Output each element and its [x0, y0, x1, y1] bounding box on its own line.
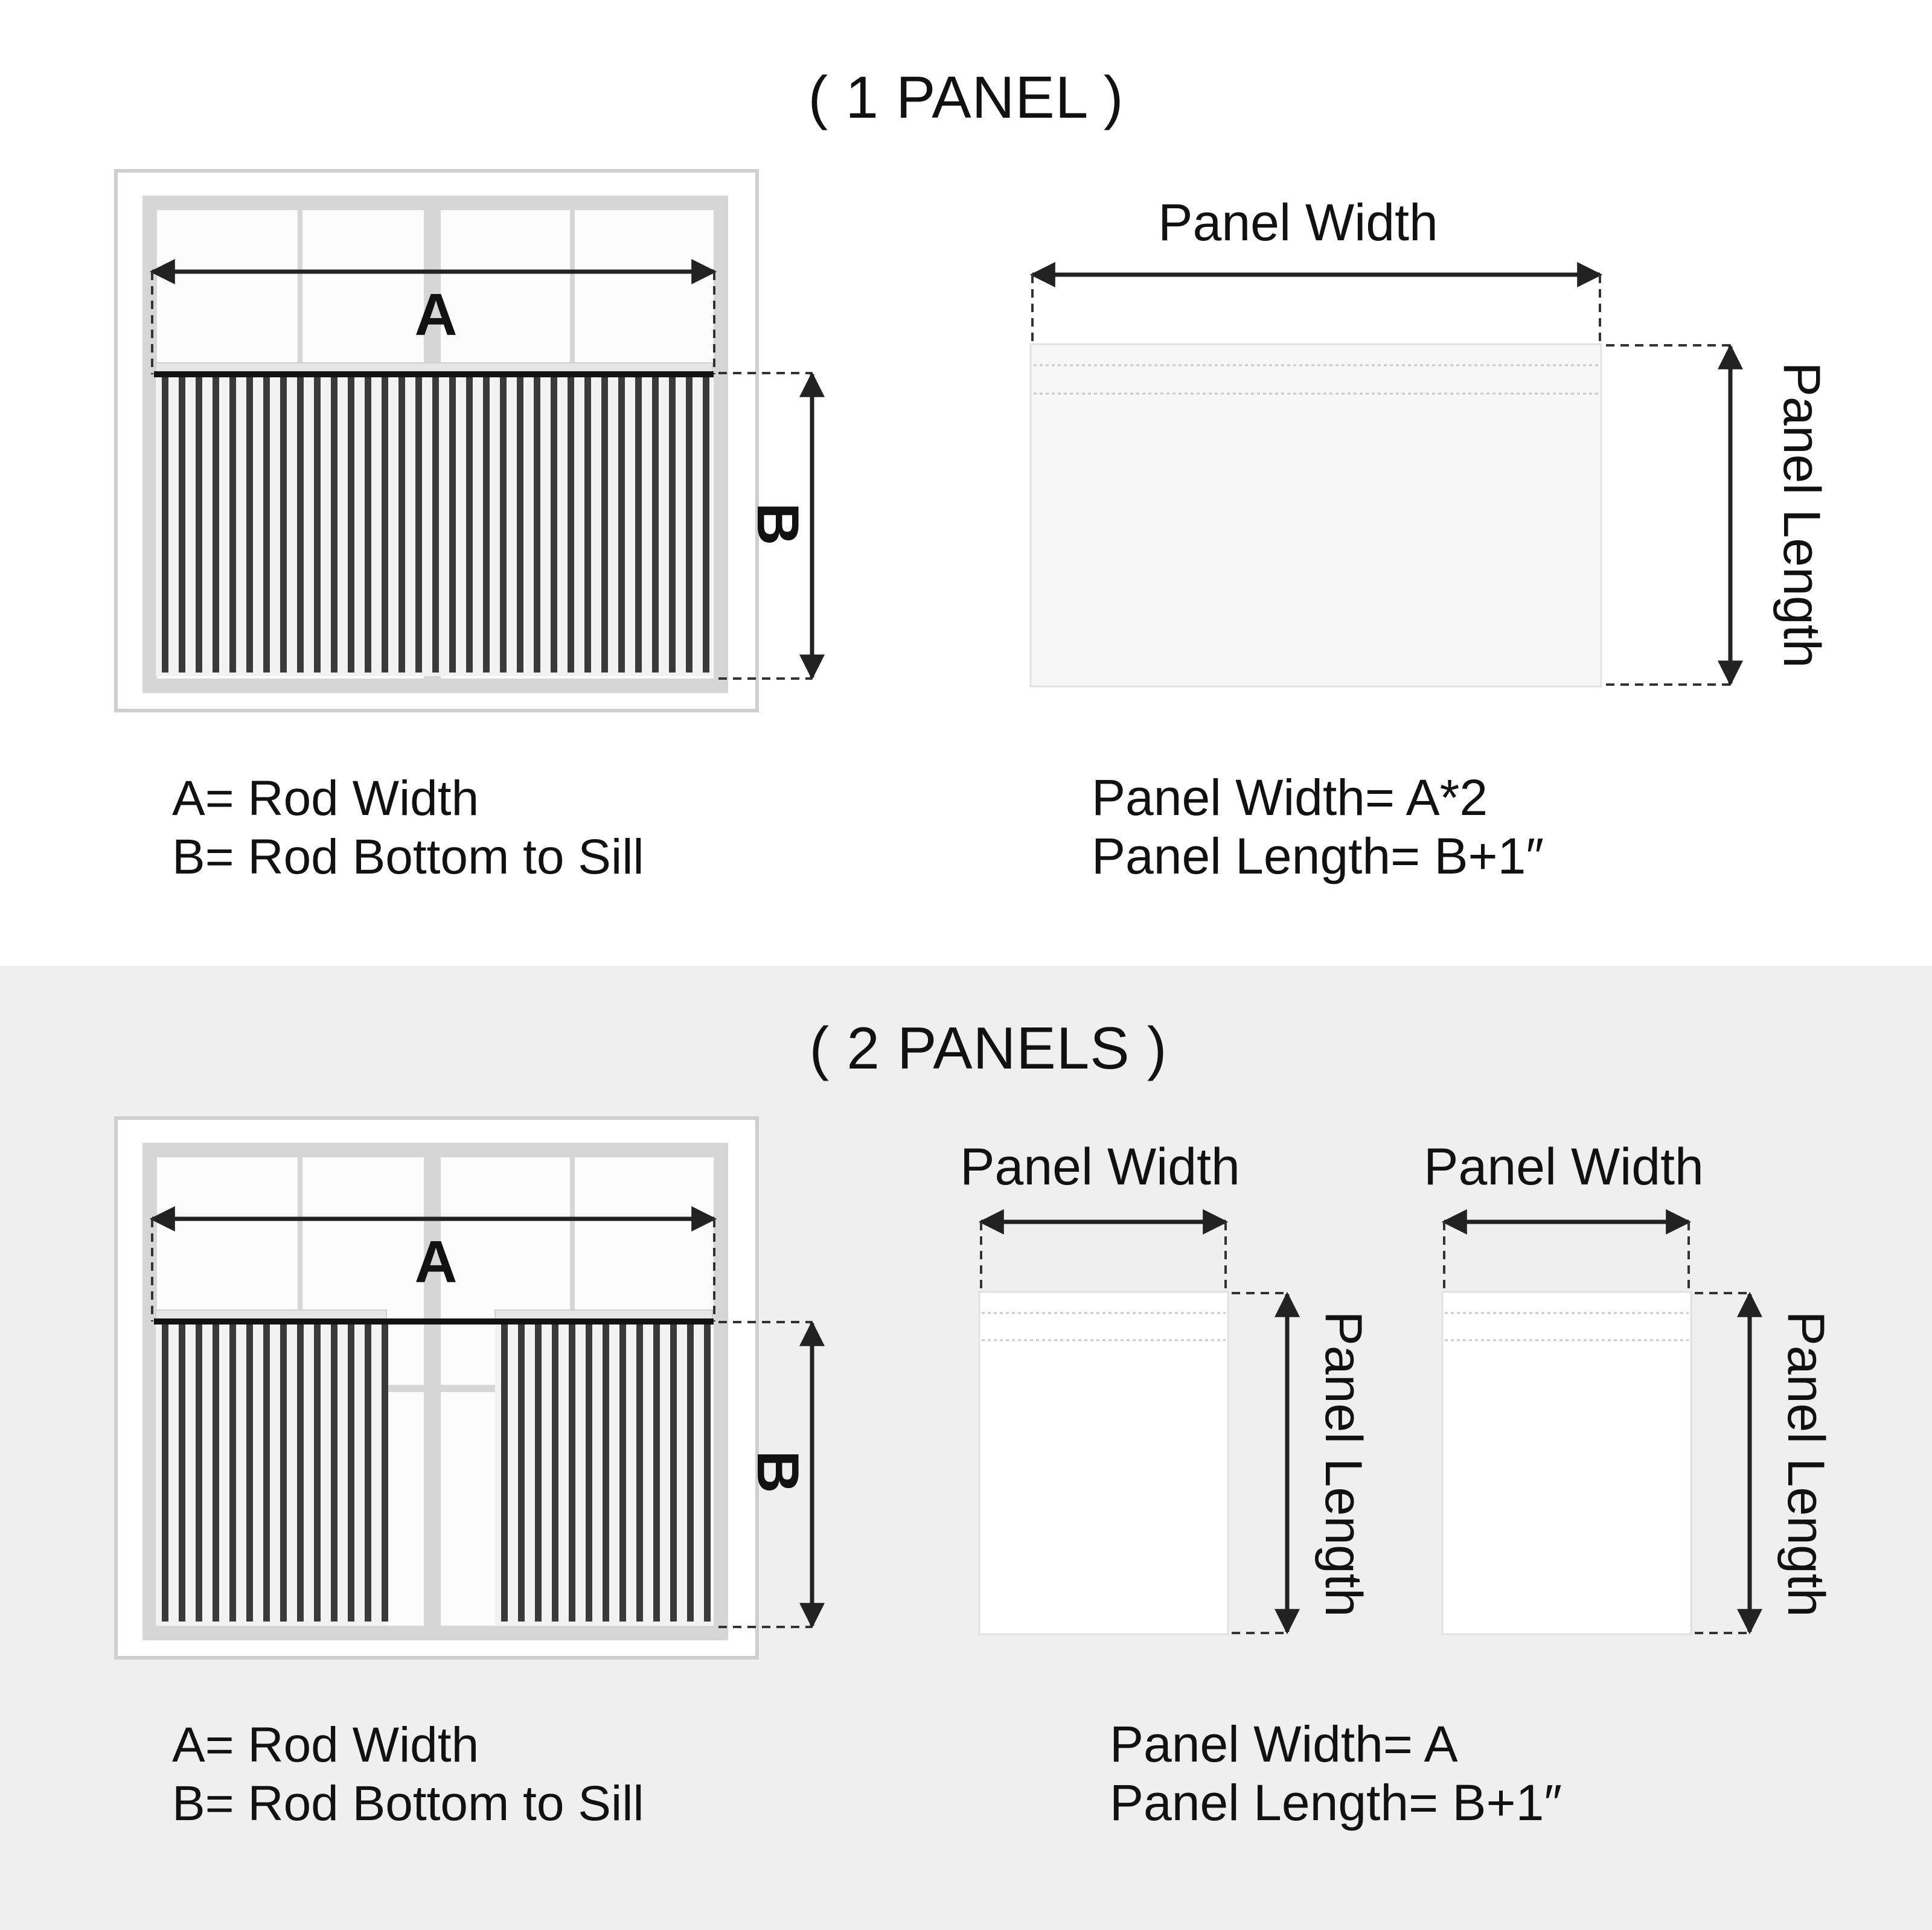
section-heading: ( 2 PANELS ) — [809, 1015, 1168, 1081]
panel-illustration — [1031, 194, 1831, 686]
label-a: A — [414, 281, 458, 348]
panel-length-label: Panel Length — [1777, 1311, 1835, 1617]
fabric-panel — [1442, 1292, 1691, 1634]
legend-line-b: B= Rod Bottom to Sill — [172, 1776, 644, 1831]
panel-length-label: Panel Length — [1773, 362, 1831, 668]
fabric-panel — [979, 1292, 1228, 1634]
legend-line-a: A= Rod Width — [172, 771, 479, 826]
curtain-panel-left — [156, 1310, 388, 1625]
formula-length: Panel Length= B+1″ — [1110, 1774, 1563, 1831]
panel-illustration-2 — [1424, 1138, 1835, 1634]
panel-length-label: Panel Length — [1314, 1311, 1372, 1617]
window-illustration — [116, 1118, 757, 1658]
panel-width-label: Panel Width — [1158, 194, 1438, 252]
label-a: A — [414, 1229, 458, 1295]
curtain-panel-right — [495, 1310, 712, 1625]
panel-width-label: Panel Width — [960, 1138, 1240, 1196]
fabric-panel — [1031, 344, 1601, 686]
legend-line-a: A= Rod Width — [172, 1718, 479, 1772]
curtain-panel — [156, 363, 712, 676]
formula-width: Panel Width= A — [1110, 1716, 1458, 1772]
label-b: B — [745, 1450, 811, 1494]
panel-width-label: Panel Width — [1424, 1138, 1704, 1196]
window-illustration — [116, 171, 757, 711]
formula-width: Panel Width= A*2 — [1092, 769, 1488, 826]
section-heading: ( 1 PANEL ) — [808, 64, 1124, 130]
panel-illustration-1 — [960, 1138, 1372, 1634]
legend-line-b: B= Rod Bottom to Sill — [172, 829, 644, 884]
label-b: B — [745, 502, 811, 546]
formula-length: Panel Length= B+1″ — [1092, 828, 1544, 884]
section-two-panels — [0, 966, 1932, 1930]
two-panels-diagram — [0, 966, 1932, 1930]
